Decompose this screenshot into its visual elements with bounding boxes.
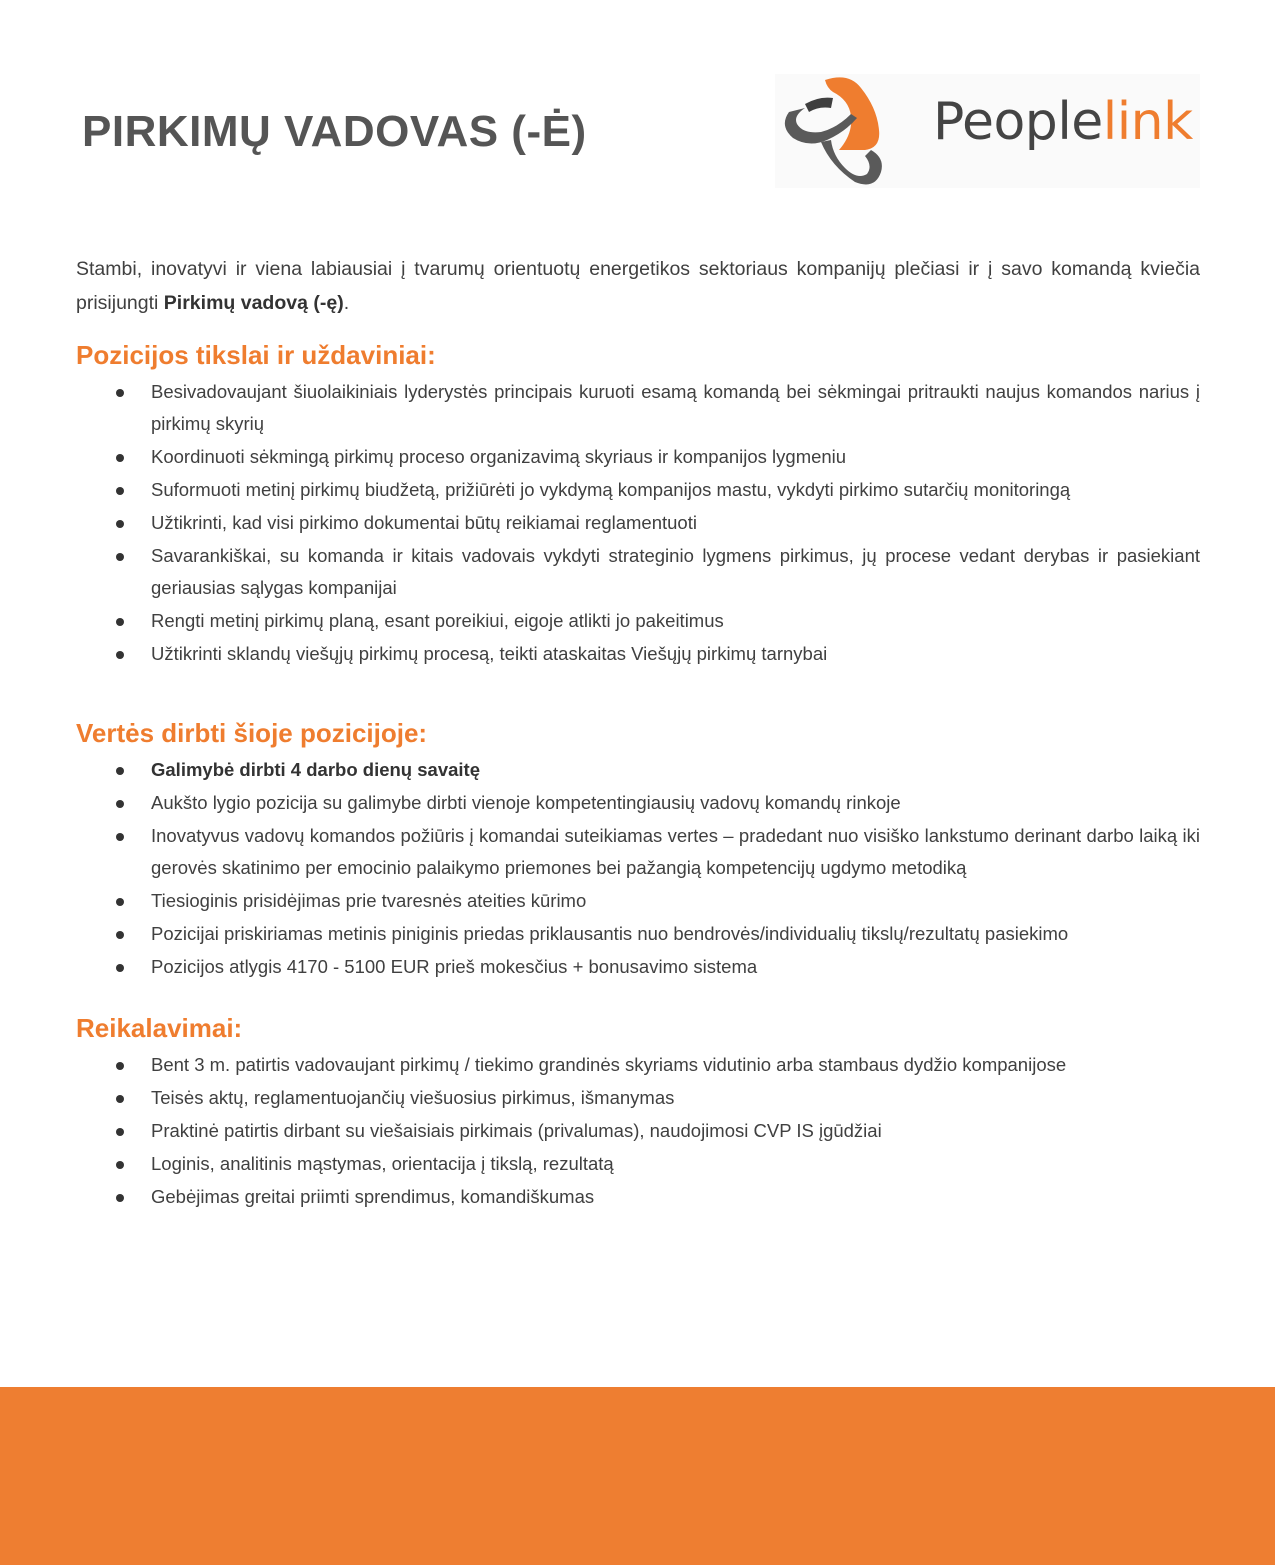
logo-wordmark-main: People: [933, 92, 1103, 152]
list-item-text: Koordinuoti sėkmingą pirkimų proceso organizavimą skyriaus ir kompanijos lygmeniu: [151, 446, 847, 467]
values-list: [76, 754, 1200, 983]
bullet-icon: [116, 931, 124, 939]
list-item: [76, 918, 1200, 950]
bullet-icon: [116, 1194, 124, 1202]
list-item-text: Inovatyvus vadovų komandos požiūris į komandai suteikiamas vertes – pradedant nuo visiško lankstumo derinant darbo laiką iki gerovės skatinimo per emocinio palaikymo priemones bei pažangią kompetencijų ugdymo metodiką: [151, 825, 1200, 878]
list-item: [76, 540, 1200, 604]
list-item: [76, 1181, 1200, 1213]
list-item: [76, 376, 1200, 440]
bullet-icon: [116, 1062, 124, 1070]
list-item-text: Teisės aktų, reglamentuojančių viešuosius pirkimus, išmanymas: [151, 1087, 675, 1108]
list-item: [76, 1115, 1200, 1147]
bullet-icon: [116, 389, 124, 397]
list-item-text: Užtikrinti, kad visi pirkimo dokumentai būtų reikiamai reglamentuoti: [151, 512, 697, 533]
requirements-heading: Reikalavimai:: [76, 1013, 243, 1043]
list-item-text: Praktinė patirtis dirbant su viešaisiais pirkimais (privalumas), naudojimosi CVP IS įgūdžiai: [151, 1120, 882, 1141]
list-item: [76, 754, 1200, 786]
bullet-icon: [116, 833, 124, 841]
list-item-text: Savarankiškai, su komanda ir kitais vadovais vykdyti strateginio lygmens pirkimus, jų procese vedant derybas ir pasiekiant geriausias sąlygas kompanijai: [151, 545, 1200, 598]
list-item-text: Užtikrinti sklandų viešųjų pirkimų procesą, teikti ataskaitas Viešųjų pirkimų tarnybai: [151, 643, 828, 664]
list-item: [76, 441, 1200, 473]
list-item-text: Besivadovaujant šiuolaikiniais lyderystės principais kuruoti esamą komandą bei sėkmingai pritraukti naujus komandos narius į pirkimų skyrių: [151, 381, 1200, 434]
list-item: [76, 787, 1200, 819]
bullet-icon: [116, 454, 124, 462]
list-item-text: Rengti metinį pirkimų planą, esant poreikiui, eigoje atlikti jo pakeitimus: [151, 610, 724, 631]
list-item-text: Loginis, analitinis mąstymas, orientacija į tikslą, rezultatą: [151, 1153, 614, 1174]
peoplelink-logo-icon: [775, 74, 895, 188]
bullet-icon: [116, 520, 124, 528]
list-item: [76, 820, 1200, 884]
tasks-heading: Pozicijos tikslai ir uždaviniai:: [76, 340, 436, 370]
values-heading: Vertės dirbti šioje pozicijoje:: [76, 718, 428, 748]
list-item: [76, 507, 1200, 539]
list-item: [76, 474, 1200, 506]
bullet-icon: [116, 800, 124, 808]
list-item-text: Gebėjimas greitai priimti sprendimus, komandiškumas: [151, 1186, 595, 1207]
bullet-icon: [116, 553, 124, 561]
bullet-icon: [116, 1128, 124, 1136]
page-title: PIRKIMŲ VADOVAS (-Ė): [82, 107, 587, 156]
list-item: [76, 1148, 1200, 1180]
logo-wordmark-accent: link: [1102, 92, 1193, 152]
list-item-text: Aukšto lygio pozicija su galimybe dirbti vienoje kompetentingiausių vadovų komandų rinkoje: [151, 792, 901, 813]
intro-paragraph: [76, 252, 1200, 320]
list-item-text: Galimybė dirbti 4 darbo dienų savaitę: [151, 759, 480, 780]
list-item-text: Bent 3 m. patirtis vadovaujant pirkimų / tiekimo grandinės skyriams vidutinio arba stambaus dydžio kompanijose: [151, 1054, 1067, 1075]
bullet-icon: [116, 964, 124, 972]
logo-wordmark: [933, 92, 1193, 152]
list-item: [76, 638, 1200, 670]
bullet-icon: [116, 618, 124, 626]
list-item: [76, 951, 1200, 983]
list-item: [76, 1049, 1200, 1081]
tasks-list: [76, 376, 1200, 670]
bullet-icon: [116, 487, 124, 495]
list-item-text: Pozicijos atlygis 4170 - 5100 EUR prieš mokesčius + bonusavimo sistema: [151, 956, 758, 977]
intro-position-name: Pirkimų vadovą (-ę): [163, 292, 344, 314]
bullet-icon: [116, 1095, 124, 1103]
bullet-icon: [116, 767, 124, 775]
list-item: [76, 1082, 1200, 1114]
peoplelink-logo: [775, 74, 1200, 188]
bullet-icon: [116, 898, 124, 906]
list-item-text: Pozicijai priskiriamas metinis piniginis priedas priklausantis nuo bendrovės/individualių tikslų/rezultatų pasiekimo: [151, 923, 1069, 944]
intro-text-end: .: [343, 292, 350, 314]
footer-band: [0, 1387, 1275, 1565]
list-item: [76, 885, 1200, 917]
job-description: [76, 252, 1200, 1214]
bullet-icon: [116, 651, 124, 659]
requirements-list: [76, 1049, 1200, 1213]
list-item: [76, 605, 1200, 637]
list-item-text: Suformuoti metinį pirkimų biudžetą, prižiūrėti jo vykdymą kompanijos mastu, vykdyti pirkimo sutarčių monitoringą: [151, 479, 1071, 500]
list-item-text: Tiesioginis prisidėjimas prie tvaresnės ateities kūrimo: [151, 890, 587, 911]
bullet-icon: [116, 1161, 124, 1169]
intro-text: Stambi, inovatyvi ir viena labiausiai į tvarumų orientuotų energetikos sektoriaus kompanijų plečiasi ir į savo komandą kviečia prisijungti: [76, 258, 1200, 314]
